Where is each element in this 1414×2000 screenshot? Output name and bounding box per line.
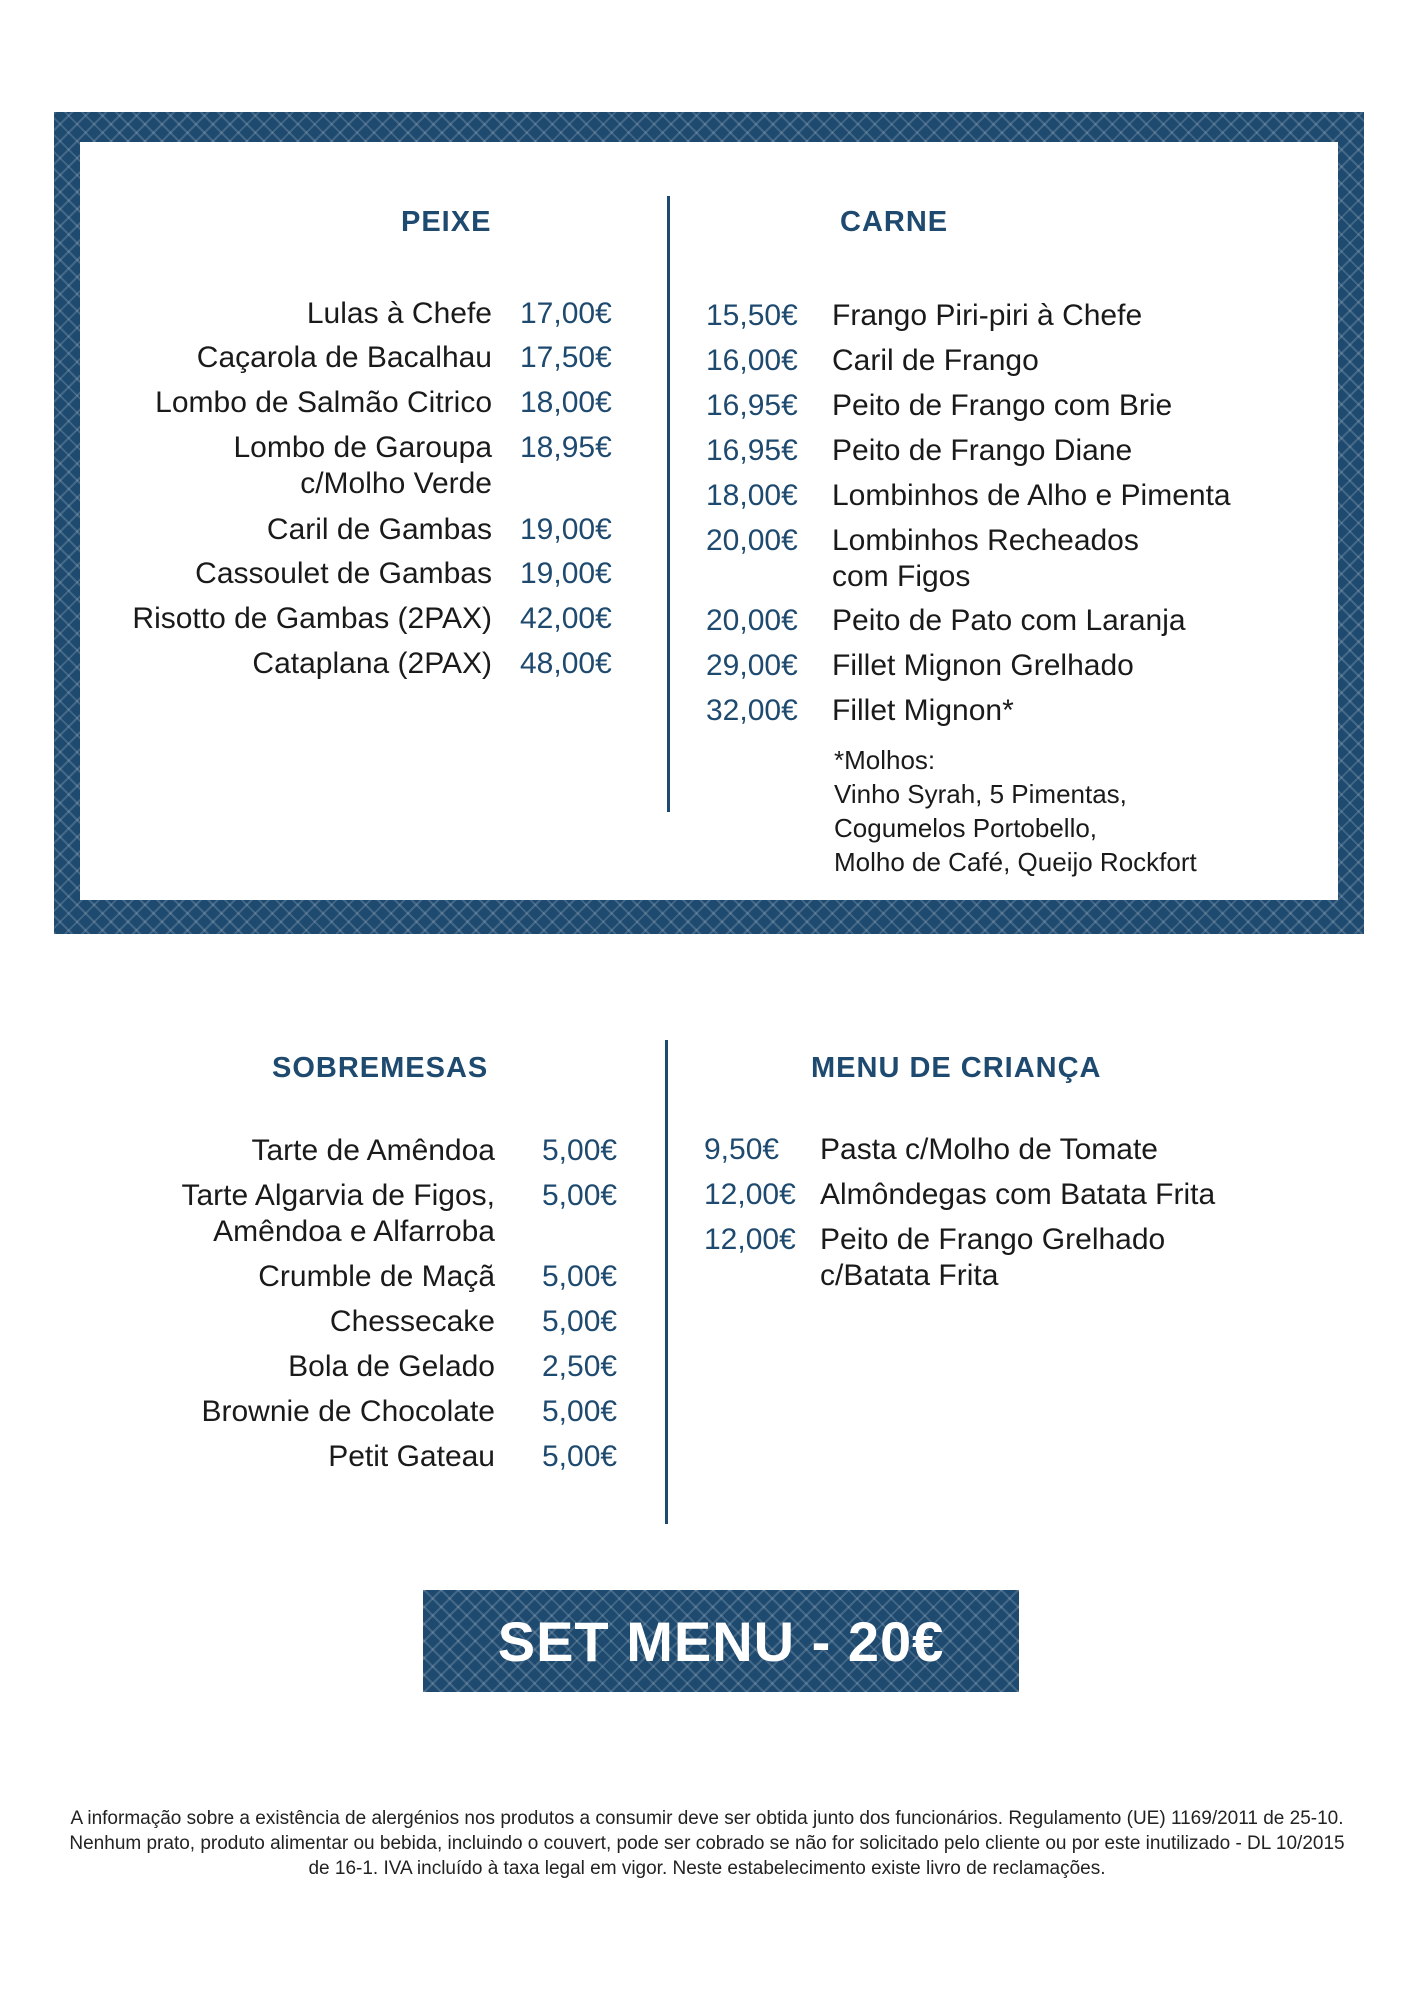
sobremesas-item [80,1439,640,1519]
peixe-item [80,430,640,510]
set-menu-label: SET MENU - 20€ [497,1609,945,1673]
carne-item-price: 20,00€ [706,604,798,637]
carne-item-price: 16,95€ [706,434,798,467]
sobremesas-item-price: 2,50€ [542,1350,618,1383]
peixe-item-name: Caçarola de Bacalhau [196,341,492,374]
peixe-item-price: 18,00€ [520,386,612,419]
carne-item-name: Fillet Mignon Grelhado [832,649,1134,682]
peixe-item-price: 19,00€ [520,557,612,590]
crianca-item-name: Pasta c/Molho de Tomate [820,1133,1158,1166]
section-title-peixe: PEIXE [401,206,492,238]
carne-item-price: 15,50€ [706,299,798,332]
peixe-item [80,646,640,726]
peixe-item-price: 19,00€ [520,513,612,546]
crianca-item-name: Peito de Frango Grelhado c/Batata Frita [820,1223,1166,1292]
legal-footer: A informação sobre a existência de alergénios nos produtos a consumir deve ser obtida junto dos funcionários. Regulamento (UE) 1169/2011 de 25-10. Nenhum prato, produto alimentar ou bebida, incluindo o couvert, pode ser cobrado se não for solicitado pelo cliente ou por este inutilizado - DL 10/2015 de 16-1. IVA incluído à taxa legal em vigor. Neste estabelecimento existe livro de reclamações. [69,1808,1345,1879]
carne-item-price: 16,95€ [706,389,798,422]
section-title-sobremesas: SOBREMESAS [272,1052,489,1084]
sobremesas-item-price: 5,00€ [542,1440,618,1473]
carne-item-name: Peito de Frango com Brie [832,389,1173,422]
sobremesas-item-name: Chessecake [329,1305,495,1338]
crianca-item-price: 12,00€ [704,1223,796,1256]
carne-item-price: 32,00€ [706,694,798,727]
peixe-item-name: Cassoulet de Gambas [195,557,492,590]
peixe-item-name: Cataplana (2PAX) [252,647,492,680]
sobremesas-item-name: Tarte Algarvia de Figos, Amêndoa e Alfarroba [181,1179,495,1248]
section-title-carne: CARNE [840,206,949,238]
carne-item [706,523,1306,603]
crianca-item-price: 9,50€ [704,1133,780,1166]
sobremesas-item-name: Brownie de Chocolate [201,1395,495,1428]
peixe-item-price: 48,00€ [520,647,612,680]
sobremesas-item-price: 5,00€ [542,1395,618,1428]
peixe-item-price: 42,00€ [520,602,612,635]
peixe-item-name: Caril de Gambas [266,513,492,546]
peixe-item-price: 18,95€ [520,431,612,464]
carne-item-price: 16,00€ [706,344,798,377]
sobremesas-item-name: Bola de Gelado [288,1350,495,1383]
peixe-item-name: Lulas à Chefe [306,297,492,330]
carne-item-price: 18,00€ [706,479,798,512]
peixe-item-price: 17,00€ [520,297,612,330]
sobremesas-item-name: Tarte de Amêndoa [251,1134,495,1167]
carne-item-name: Lombinhos Recheados com Figos [832,524,1139,593]
crianca-item [704,1222,1324,1302]
sobremesas-item [80,1178,640,1258]
peixe-item-name: Lombo de Garoupa c/Molho Verde [233,431,492,500]
sobremesas-item-name: Crumble de Maçã [258,1260,495,1293]
column-divider-top [667,196,670,812]
peixe-item-name: Risotto de Gambas (2PAX) [132,602,492,635]
carne-item-name: Peito de Frango Diane [832,434,1133,467]
sobremesas-item-price: 5,00€ [542,1305,618,1338]
carne-item-name: Frango Piri-piri à Chefe [832,299,1143,332]
carne-item-name: Fillet Mignon* [832,694,1014,727]
molhos-note: *Molhos: Vinho Syrah, 5 Pimentas, Cogumelos Portobello, Molho de Café, Queijo Rockfort [834,745,1197,877]
sobremesas-item-price: 5,00€ [542,1260,618,1293]
column-divider-bottom [665,1040,668,1524]
crianca-item-name: Almôndegas com Batata Frita [820,1178,1216,1211]
peixe-item-name: Lombo de Salmão Citrico [155,386,492,419]
carne-item-name: Caril de Frango [832,344,1039,377]
set-menu-banner [423,1590,1019,1692]
peixe-item-price: 17,50€ [520,341,612,374]
sobremesas-item-price: 5,00€ [542,1134,618,1167]
carne-item-price: 20,00€ [706,524,798,557]
carne-item-name: Peito de Pato com Laranja [832,604,1186,637]
crianca-item-price: 12,00€ [704,1178,796,1211]
section-title-menu-crianca: MENU DE CRIANÇA [811,1052,1102,1084]
sobremesas-item-price: 5,00€ [542,1179,618,1212]
carne-item-price: 29,00€ [706,649,798,682]
carne-item-name: Lombinhos de Alho e Pimenta [832,479,1231,512]
sobremesas-item-name: Petit Gateau [328,1440,495,1473]
